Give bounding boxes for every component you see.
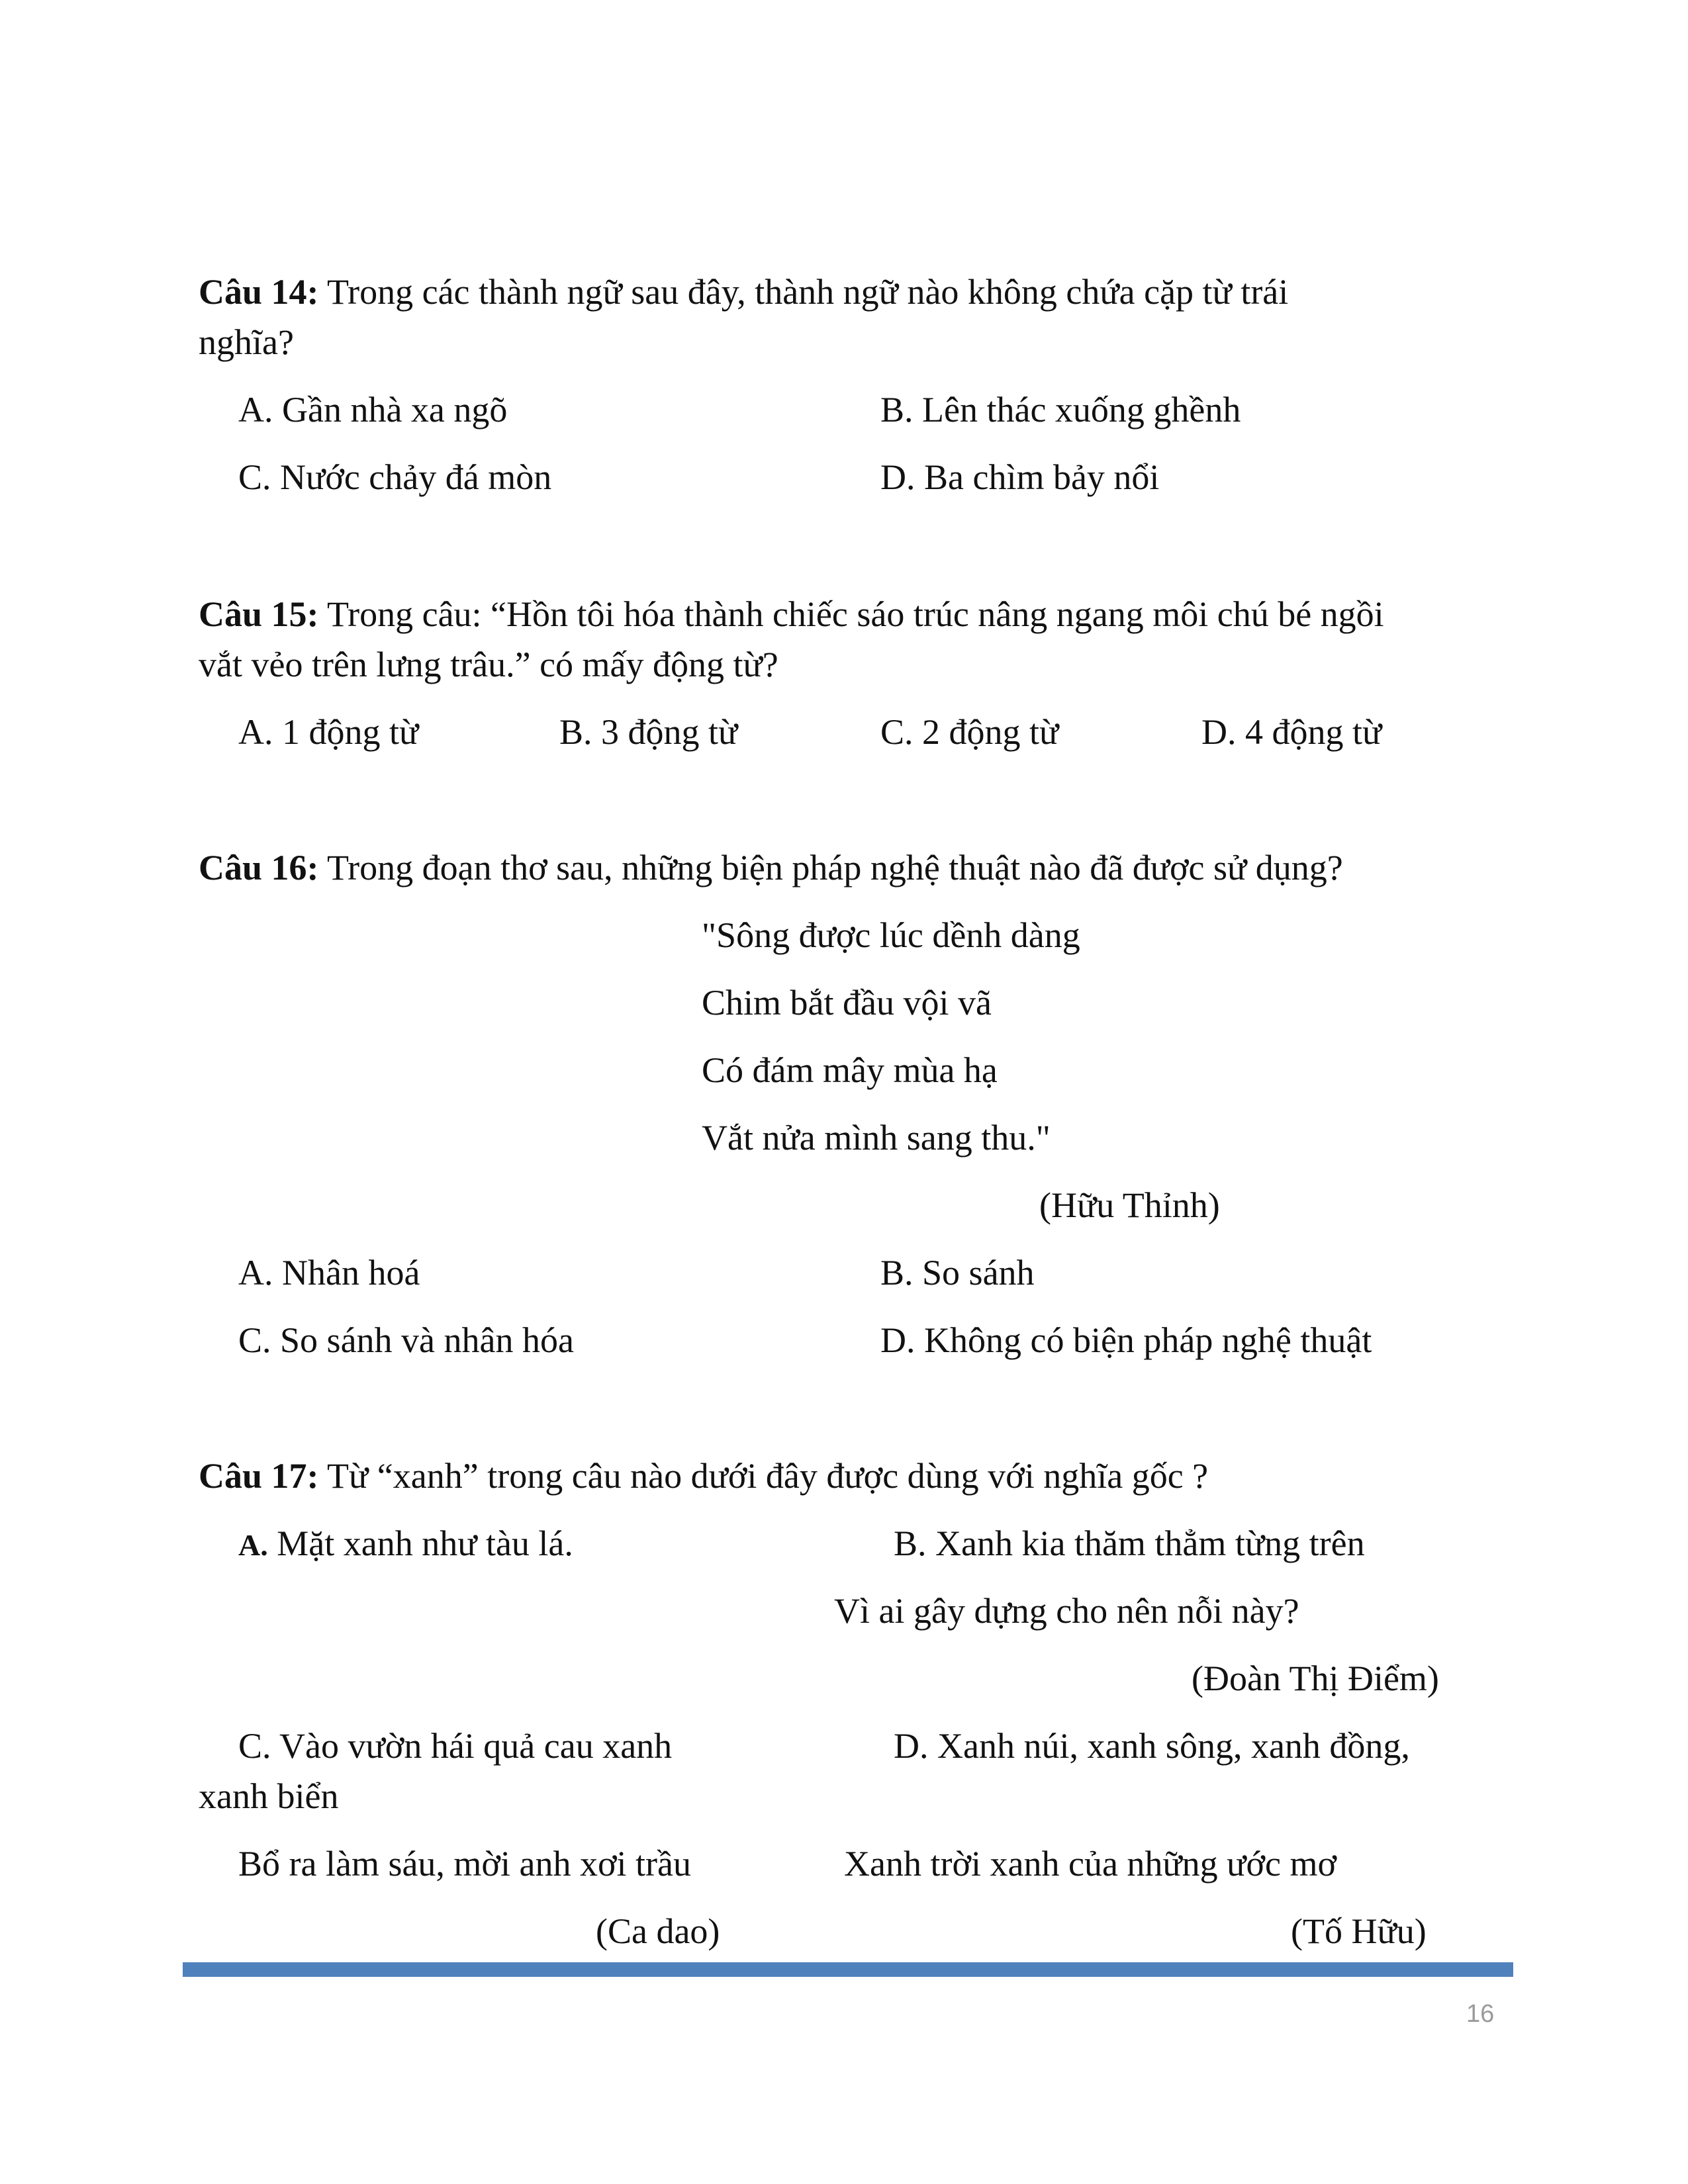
question-17-option-c-line1: C. Vào vườn hái quả cau xanh bbox=[238, 1726, 673, 1766]
question-17-text: Từ “xanh” trong câu nào dưới đây được dùng với nghĩa gốc ? bbox=[327, 1456, 1209, 1496]
question-17-option-c-line2: Bổ ra làm sáu, mời anh xơi trầu bbox=[238, 1844, 691, 1884]
question-15-option-a: A. 1 động từ bbox=[238, 712, 419, 752]
question-14-text-cont: nghĩa? bbox=[199, 322, 294, 362]
question-16-text: Trong đoạn thơ sau, những biện pháp nghệ thuật nào đã được sử dụng? bbox=[327, 848, 1343, 887]
question-14-option-d: D. Ba chìm bảy nổi bbox=[880, 457, 1160, 497]
question-15-label: Câu 15: bbox=[199, 594, 319, 634]
question-17-option-d-author: (Tố Hữu) bbox=[1291, 1911, 1427, 1951]
question-14-option-b: B. Lên thác xuống ghềnh bbox=[880, 390, 1241, 430]
question-14-option-c: C. Nước chảy đá mòn bbox=[238, 457, 552, 497]
question-17-option-c-author: (Ca dao) bbox=[596, 1911, 720, 1951]
question-17-option-d-line2: Xanh trời xanh của những ước mơ bbox=[844, 1844, 1337, 1884]
poem-author: (Hữu Thỉnh) bbox=[1039, 1185, 1220, 1225]
question-16 bbox=[199, 846, 1343, 889]
question-16-option-c: C. So sánh và nhân hóa bbox=[238, 1320, 574, 1360]
poem-line: Chim bắt đầu vội vã bbox=[702, 983, 992, 1023]
question-17-option-b-line2: Vì ai gây dựng cho nên nỗi này? bbox=[834, 1591, 1299, 1631]
question-17-option-a bbox=[238, 1522, 573, 1567]
question-17-option-c-line1-cont: xanh biển bbox=[199, 1776, 339, 1816]
question-15-text: Trong câu: “Hồn tôi hóa thành chiếc sáo trúc nâng ngang môi chú bé ngồi bbox=[327, 594, 1384, 634]
option-a-letter: A. bbox=[238, 1528, 268, 1562]
page-number: 16 bbox=[1466, 2000, 1495, 2028]
question-17-option-b-author: (Đoàn Thị Điểm) bbox=[1192, 1659, 1439, 1698]
poem-line: Có đám mây mùa hạ bbox=[702, 1050, 998, 1090]
poem-line: "Sông được lúc dềnh dàng bbox=[702, 915, 1080, 955]
question-16-option-b: B. So sánh bbox=[880, 1253, 1035, 1293]
question-16-label: Câu 16: bbox=[199, 848, 319, 887]
question-17-option-b-line1: B. Xanh kia thăm thẳm từng trên bbox=[894, 1524, 1365, 1563]
question-15-option-c: C. 2 động từ bbox=[880, 712, 1059, 752]
question-14-label: Câu 14: bbox=[199, 272, 319, 312]
question-14-text: Trong các thành ngữ sau đây, thành ngữ nào không chứa cặp từ trái bbox=[327, 272, 1289, 312]
question-17-option-d-line1: D. Xanh núi, xanh sông, xanh đồng, bbox=[894, 1726, 1410, 1766]
question-14 bbox=[199, 270, 1288, 314]
question-16-option-a: A. Nhân hoá bbox=[238, 1253, 420, 1293]
question-15-option-b: B. 3 động từ bbox=[559, 712, 738, 752]
question-15-text-cont: vắt vẻo trên lưng trâu.” có mấy động từ? bbox=[199, 645, 778, 684]
question-16-option-d: D. Không có biện pháp nghệ thuật bbox=[880, 1320, 1372, 1360]
footer-rule bbox=[183, 1962, 1513, 1977]
poem-line: Vắt nửa mình sang thu." bbox=[702, 1118, 1051, 1158]
question-17-label: Câu 17: bbox=[199, 1456, 319, 1496]
question-14-option-a: A. Gần nhà xa ngõ bbox=[238, 390, 508, 430]
question-15 bbox=[199, 592, 1384, 636]
question-17 bbox=[199, 1454, 1208, 1498]
option-a-text: Mặt xanh như tàu lá. bbox=[277, 1524, 573, 1563]
question-15-option-d: D. 4 động từ bbox=[1201, 712, 1382, 752]
